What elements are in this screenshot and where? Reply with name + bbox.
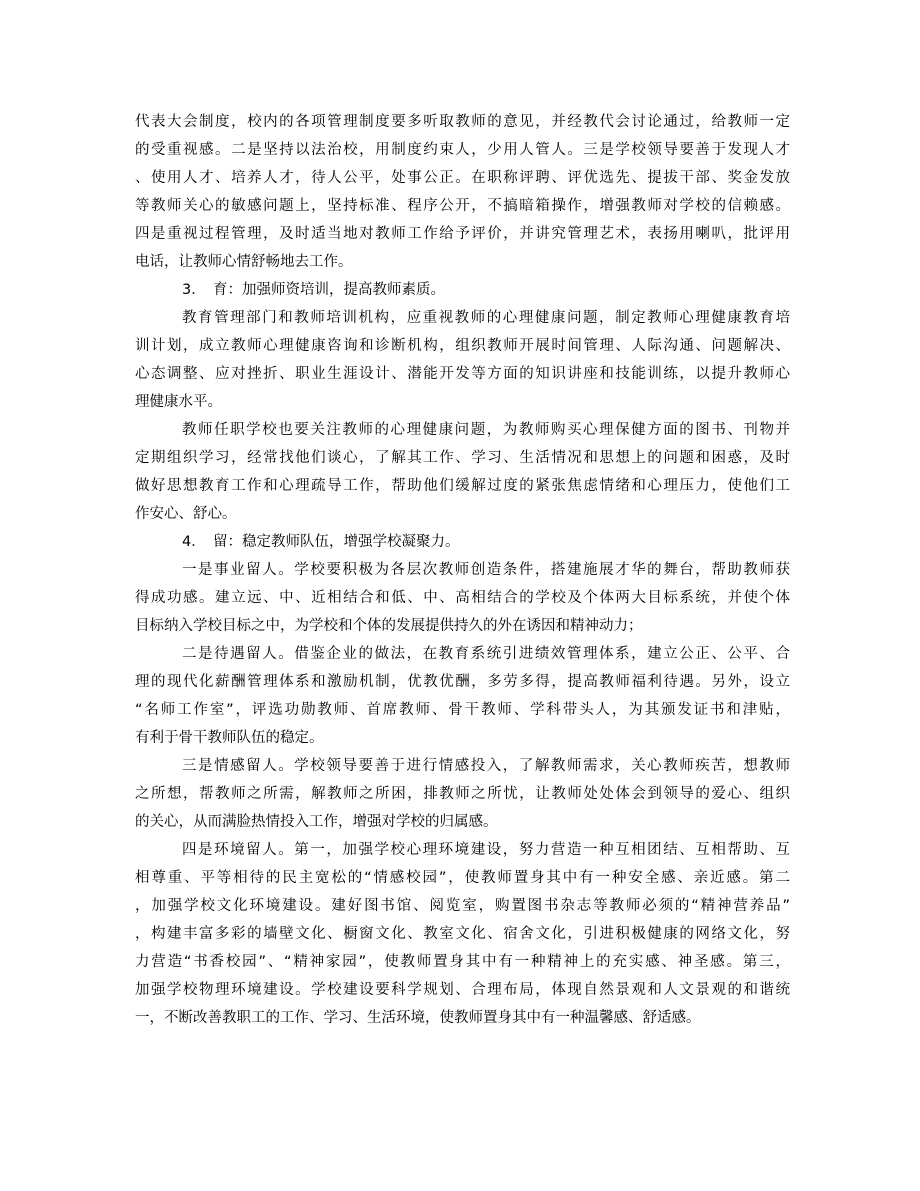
text-line: 训计划，成立教师心理健康咨询和诊断机构，组织教师开展时间管理、人际沟通、问题解决、 xyxy=(135,338,790,354)
text-line: 一，不断改善教职工的工作、学习、生活环境，使教师置身其中有一种温馨感、舒适感。 xyxy=(135,1010,701,1026)
text-line: 一是事业留人。学校要积极为各层次教师创造条件，搭建施展才华的舞台，帮助教师获 xyxy=(182,562,790,578)
text-line: 二是待遇留人。借鉴企业的做法，在教育系统引进绩效管理体系，建立公正、公平、合 xyxy=(182,646,790,662)
text-line: 力营造“书香校园”、“精神家园”，使教师置身其中有一种精神上的充实感、神圣感。第三， xyxy=(135,954,790,970)
text-line: 教育管理部门和教师培训机构，应重视教师的心理健康问题，制定教师心理健康教育培 xyxy=(182,310,790,326)
text-line: 目标纳入学校目标之中，为学校和个体的发展提供持久的外在诱因和精神动力； xyxy=(135,618,643,634)
text-line: 四是重视过程管理，及时适当地对教师工作给予评价，并讲究管理艺术，表扬用喇叭，批评用 xyxy=(135,226,790,242)
text-line: 、使用人才、培养人才，待人公平，处事公正。在职称评聘、评优选先、提拔干部、奖金发放 xyxy=(135,170,790,186)
text-line: 有利于骨干教师队伍的稳定。 xyxy=(135,730,324,746)
text-line: 加强学校物理环境建设。学校建设要科学规划、合理布局，体现自然景观和人文景观的和谐统 xyxy=(135,982,790,998)
text-line: ，构建丰富多彩的墙壁文化、橱窗文化、教室文化、宿舍文化，引进积极健康的网络文化，努 xyxy=(135,926,790,942)
text-line: 四是环境留人。第一，加强学校心理环境建设，努力营造一种互相团结、互相帮助、互 xyxy=(182,842,790,858)
text-line: 电话，让教师心情舒畅地去工作。 xyxy=(135,254,353,270)
section-heading: 3． 育：加强师资培训，提高教师素质。 xyxy=(182,282,445,298)
text-line: “名师工作室”，评选功勋教师、首席教师、骨干教师、学科带头人，为其颁发证书和津贴， xyxy=(135,702,790,718)
section-heading: 4． 留：稳定教师队伍，增强学校凝聚力。 xyxy=(182,534,460,550)
text-line: ，加强学校文化环境建设。建好图书馆、阅览室，购置图书杂志等教师必须的“精神营养品” xyxy=(135,898,790,914)
text-line: 作安心、舒心。 xyxy=(135,506,237,522)
text-line: 等教师关心的敏感问题上，坚持标准、程序公开，不搞暗箱操作，增强教师对学校的信赖感。 xyxy=(135,198,790,214)
text-line: 的受重视感。二是坚持以法治校，用制度约束人，少用人管人。三是学校领导要善于发现人才 xyxy=(135,142,790,158)
text-line: 心态调整、应对挫折、职业生涯设计、潜能开发等方面的知识讲座和技能训练，以提升教师心 xyxy=(135,366,790,382)
text-line: 理健康水平。 xyxy=(135,394,222,410)
text-line: 相尊重、平等相待的民主宽松的“情感校园”，使教师置身其中有一种安全感、亲近感。第二 xyxy=(135,870,790,886)
text-line: 理的现代化薪酬管理体系和激励机制，优教优酬，多劳多得，提高教师福利待遇。另外，设立 xyxy=(135,674,790,690)
text-line: 做好思想教育工作和心理疏导工作，帮助他们缓解过度的紧张焦虑情绪和心理压力，使他们工 xyxy=(135,478,790,494)
text-line: 三是情感留人。学校领导要善于进行情感投入，了解教师需求，关心教师疾苦，想教师 xyxy=(182,758,790,774)
text-line: 定期组织学习，经常找他们谈心，了解其工作、学习、生活情况和思想上的问题和困惑，及时 xyxy=(135,450,790,466)
text-line: 代表大会制度，校内的各项管理制度要多听取教师的意见，并经教代会讨论通过，给教师一定 xyxy=(135,114,790,130)
text-line: 的关心，从而满脸热情投入工作，增强对学校的归属感。 xyxy=(135,814,498,830)
text-line: 教师任职学校也要关注教师的心理健康问题，为教师购买心理保健方面的图书、刊物并 xyxy=(182,422,790,438)
text-line: 得成功感。建立远、中、近相结合和低、中、高相结合的学校及个体两大目标系统，并使个体 xyxy=(135,590,790,606)
text-line: 之所想，帮教师之所需，解教师之所困，排教师之所忧，让教师处处体会到领导的爱心、组织 xyxy=(135,786,790,802)
